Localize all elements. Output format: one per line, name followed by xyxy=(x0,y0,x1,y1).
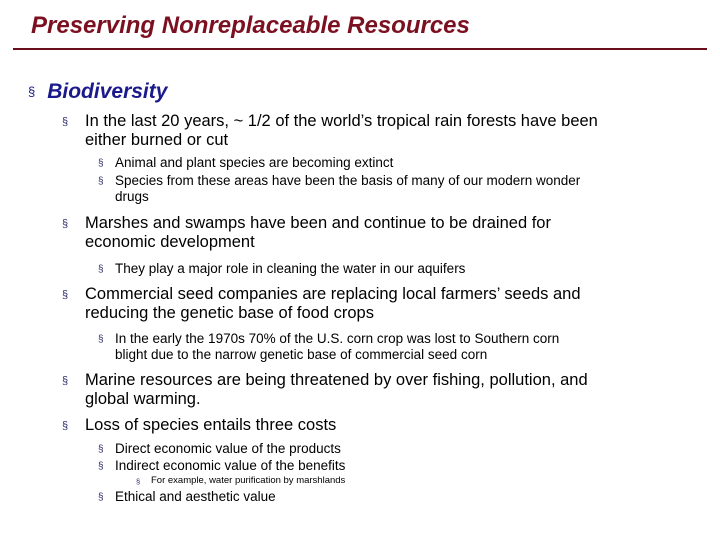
bullet-text-line: drugs xyxy=(115,189,149,204)
bullet-icon: § xyxy=(98,264,104,275)
bullet-item xyxy=(62,112,598,150)
bullet-item xyxy=(62,285,581,323)
bullet-text-line: Loss of species entails three costs xyxy=(85,416,337,434)
sub-bullet-item xyxy=(98,261,465,277)
bullet-item xyxy=(62,214,551,252)
bullet-text-line: Ethical and aesthetic value xyxy=(115,489,276,504)
sub-bullet-item xyxy=(98,331,559,363)
bullet-icon: § xyxy=(62,116,69,128)
bullet-text-line: reducing the genetic base of food crops xyxy=(85,304,374,322)
sub-bullet-item xyxy=(98,155,393,171)
bullet-icon: § xyxy=(62,289,69,301)
bullet-item xyxy=(62,371,588,409)
bullet-text-line: global warming. xyxy=(85,390,201,408)
sub-bullet-item xyxy=(98,458,345,474)
bullet-icon: § xyxy=(136,477,141,486)
bullet-text-line: They play a major role in cleaning the water in our aquifers xyxy=(115,261,466,276)
bullet-text-line: Marshes and swamps have been and continue to be drained for xyxy=(85,214,551,232)
bullet-text-line: Indirect economic value of the benefits xyxy=(115,458,346,473)
sub-sub-bullet-item xyxy=(136,475,345,487)
bullet-text-line: Marine resources are being threatened by over fishing, pollution, and xyxy=(85,371,588,389)
bullet-text-line: Animal and plant species are becoming extinct xyxy=(115,155,394,170)
heading-bullet-icon: § xyxy=(28,84,36,99)
bullet-text-line: In the early the 1970s 70% of the U.S. corn crop was lost to Southern corn xyxy=(115,331,560,346)
sub-bullet-item xyxy=(98,441,341,457)
slide-title: Preserving Nonreplaceable Resources xyxy=(31,12,470,39)
bullet-text-line: Direct economic value of the products xyxy=(115,441,341,456)
bullet-text-line: In the last 20 years, ~ 1/2 of the world’s tropical rain forests have been xyxy=(85,112,598,130)
bullet-icon: § xyxy=(62,375,69,387)
bullet-icon: § xyxy=(98,176,104,187)
bullet-icon: § xyxy=(62,420,69,432)
sub-bullet-item xyxy=(98,173,580,205)
bullet-icon: § xyxy=(98,461,104,472)
heading-text: Biodiversity xyxy=(47,80,168,103)
bullet-icon: § xyxy=(98,334,104,345)
bullet-icon: § xyxy=(62,218,69,230)
bullet-text-line: either burned or cut xyxy=(85,131,229,149)
bullet-icon: § xyxy=(98,444,104,455)
title-underline xyxy=(13,48,707,50)
bullet-icon: § xyxy=(98,492,104,503)
bullet-text-line: Commercial seed companies are replacing local farmers’ seeds and xyxy=(85,285,581,303)
section-heading xyxy=(28,80,167,104)
bullet-text-line: For example, water purification by marshlands xyxy=(151,475,346,486)
bullet-text-line: Species from these areas have been the basis of many of our modern wonder xyxy=(115,173,581,188)
bullet-icon: § xyxy=(98,158,104,169)
bullet-item xyxy=(62,416,336,435)
bullet-text-line: economic development xyxy=(85,233,255,251)
bullet-text-line: blight due to the narrow genetic base of commercial seed corn xyxy=(115,347,488,362)
sub-bullet-item xyxy=(98,489,276,505)
